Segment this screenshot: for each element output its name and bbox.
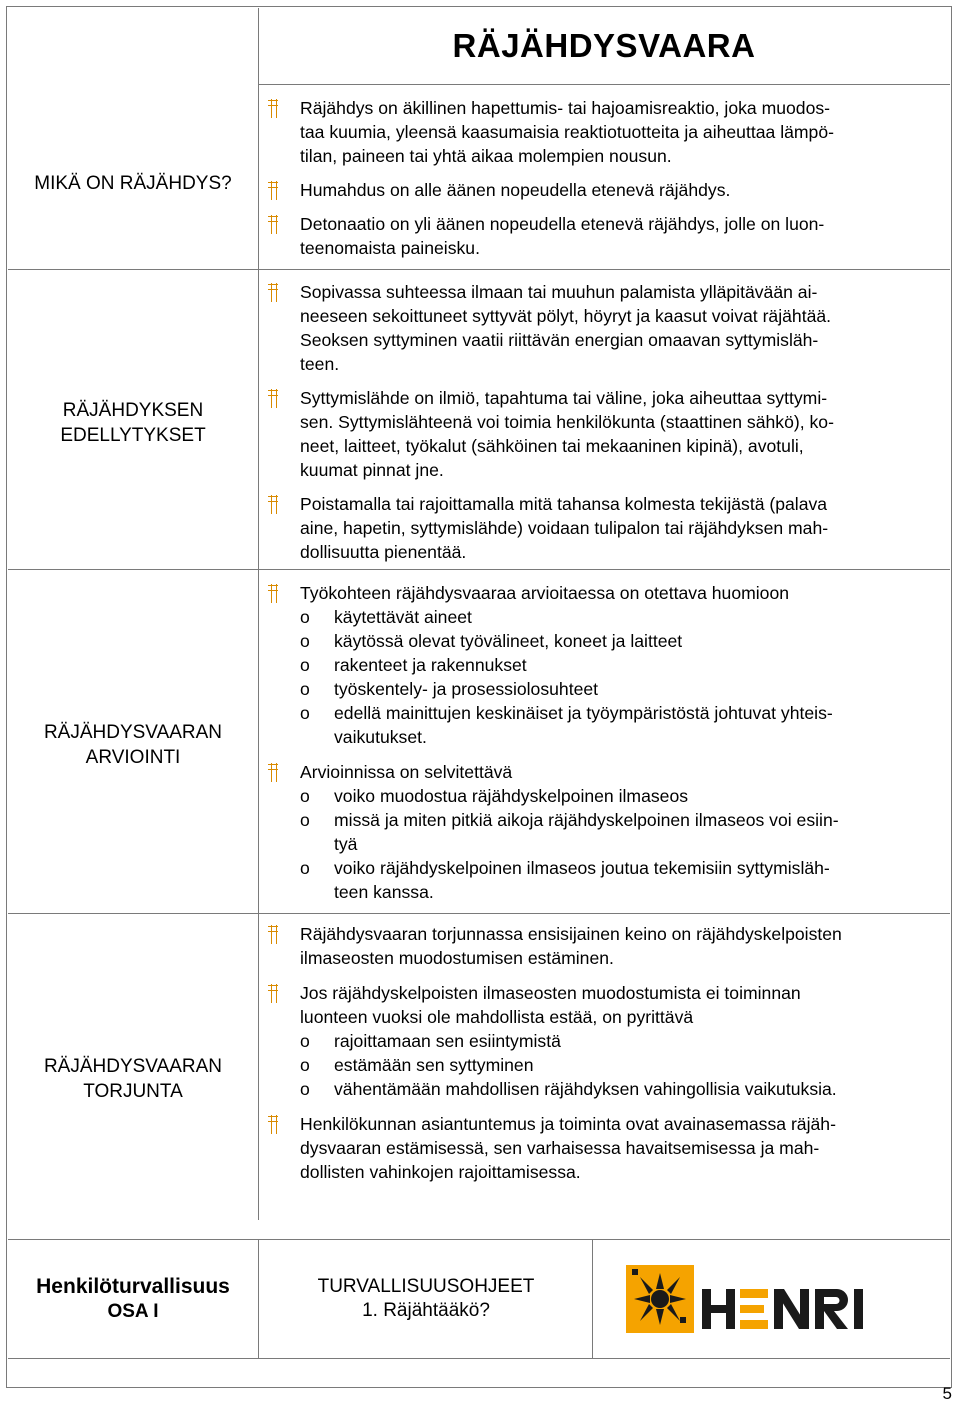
- text-line: Syttymislähde on ilmiö, tapahtuma tai väline, joka aiheuttaa syttymi-: [300, 388, 828, 408]
- footer-org: Henkilöturvallisuus: [36, 1275, 230, 1298]
- text-line: Humahdus on alle äänen nopeudella etenevä räjähdys.: [300, 180, 731, 200]
- text-line: rakenteet ja rakennukset: [334, 655, 527, 675]
- text-line: vaikutukset.: [334, 727, 427, 747]
- section-label-line: EDELLYTYKSET: [60, 425, 206, 446]
- text-line: edellä mainittujen keskinäiset ja työympäristöstä johtuvat yhteis-: [334, 703, 833, 723]
- sub-bullet-icon: o: [300, 655, 310, 675]
- text-line: missä ja miten pitkiä aikoja räjähdyskelpoinen ilmaseos voi esiin-: [334, 810, 839, 830]
- henri-logo: [622, 1259, 922, 1339]
- text-line: estämään sen syttyminen: [334, 1055, 534, 1075]
- sub-bullet-icon: o: [300, 631, 310, 651]
- section-label-line: MIKÄ ON RÄJÄHDYS?: [34, 173, 232, 194]
- sub-bullet-icon: o: [300, 679, 310, 699]
- sub-list-item: [268, 1077, 952, 1101]
- bullet-icon: [268, 495, 280, 514]
- bullet-icon: [268, 925, 280, 944]
- text-line: tyä: [334, 834, 358, 854]
- footer-divider: [592, 1240, 593, 1358]
- bullet-item: [268, 1112, 952, 1184]
- text-line: kuumat pinnat jne.: [300, 460, 444, 480]
- sub-list-item: [268, 784, 948, 808]
- text-line: teen kanssa.: [334, 882, 434, 902]
- text-line: neeseen sekoittuneet syttyvät pölyt, höyryt ja kaasut voivat räjähtää.: [300, 306, 832, 326]
- text-line: rajoittamaan sen esiintymistä: [334, 1031, 561, 1051]
- text-line: Sopivassa suhteessa ilmaan tai muuhun palamista ylläpitävään ai-: [300, 282, 818, 302]
- explosion-hazard-icon: [626, 1265, 694, 1333]
- section-label-line: ARVIOINTI: [85, 747, 181, 768]
- text-line: aine, hapetin, syttymislähde) voidaan tulipalon tai räjähdyksen mah-: [300, 518, 829, 538]
- sub-bullet-icon: o: [300, 1055, 310, 1075]
- text-line: sen. Syttymislähteenä voi toimia henkilökunta (staattinen sähkö), ko-: [300, 412, 834, 432]
- text-line: Työkohteen räjähdysvaaraa arvioitaessa on otettava huomioon: [300, 583, 790, 603]
- sub-bullet-icon: o: [300, 703, 310, 723]
- sub-bullet-icon: o: [300, 1031, 310, 1051]
- text-line: taa kuumia, yleensä kaasumaisia reaktiotuotteita ja aiheuttaa lämpö-: [300, 122, 834, 142]
- text-line: tilan, paineen tai yhtä aikaa molempien nousun.: [300, 146, 672, 166]
- section-content-what-is: [268, 96, 948, 260]
- text-line: vähentämään mahdollisen räjähdyksen vahingollisia vaikutuksia.: [334, 1079, 837, 1099]
- text-line: Jos räjähdyskelpoisten ilmaseosten muodostumista ei toiminnan: [300, 983, 801, 1003]
- bullet-icon: [268, 1115, 280, 1134]
- page-title: RÄJÄHDYSVAARA: [452, 27, 756, 64]
- bullet-item: [268, 212, 948, 260]
- section-label-conditions: [8, 398, 258, 448]
- logo-letter-n: [774, 1289, 809, 1329]
- text-line: Seoksen syttyminen vaatii riittävän energian omaavan syttymisläh-: [300, 330, 819, 350]
- text-line: Räjähdys on äkillinen hapettumis- tai hajoamisreaktio, joka muodos-: [300, 98, 831, 118]
- sub-list-item: [268, 605, 948, 629]
- sub-list-item: [268, 856, 948, 904]
- footer-org-cell: [8, 1240, 258, 1358]
- sub-list-item: [268, 701, 948, 749]
- sub-list-item: [268, 1029, 952, 1053]
- text-line: ilmaseosten muodostumisen estäminen.: [300, 948, 614, 968]
- sub-list-item: [268, 629, 948, 653]
- bullet-icon: [268, 584, 280, 603]
- section-content-conditions: [268, 280, 948, 564]
- logo-letter-r: [815, 1289, 848, 1329]
- text-line: dysvaaran estämisessä, sen varhaisessa havaitsemisessa ja mah-: [300, 1138, 820, 1158]
- sub-list-item: [268, 1053, 952, 1077]
- section-separator: [8, 269, 950, 270]
- section-separator: [8, 569, 950, 570]
- text-line: dollisuutta pienentää.: [300, 542, 467, 562]
- bullet-item: [268, 96, 948, 168]
- text-line: käytettävät aineet: [334, 607, 472, 627]
- footer-series: TURVALLISUUSOHJEET: [317, 1276, 535, 1297]
- text-line: teenomaista paineisku.: [300, 238, 480, 258]
- sub-bullet-icon: o: [300, 810, 310, 830]
- footer-doc-cell: [260, 1240, 592, 1358]
- section-label-line: TORJUNTA: [83, 1081, 183, 1102]
- footer-part: OSA I: [107, 1301, 159, 1322]
- sub-bullet-icon: o: [300, 858, 310, 878]
- footer: [8, 1239, 950, 1359]
- text-line: Arvioinnissa on selvitettävä: [300, 762, 513, 782]
- text-line: työskentely- ja prosessiolosuhteet: [334, 679, 599, 699]
- text-line: käytössä olevat työvälineet, koneet ja laitteet: [334, 631, 683, 651]
- sub-bullet-icon: o: [300, 1079, 310, 1099]
- text-line: Räjähdysvaaran torjunnassa ensisijainen keino on räjähdyskelpoisten: [300, 924, 842, 944]
- bullet-icon: [268, 984, 280, 1003]
- section-label-assessment: [8, 720, 258, 770]
- text-line: dollisten vahinkojen rajoittamisessa.: [300, 1162, 581, 1182]
- sub-list-item: [268, 677, 948, 701]
- sub-list-item: [268, 653, 948, 677]
- text-line: voiko räjähdyskelpoinen ilmaseos joutua tekemisiin syttymisläh-: [334, 858, 830, 878]
- section-content-assessment: [268, 581, 948, 904]
- footer-doc-title: 1. Räjähtääkö?: [362, 1300, 490, 1321]
- bullet-icon: [268, 215, 280, 234]
- column-divider: [258, 8, 259, 1220]
- sub-list-item: [268, 808, 948, 856]
- bullet-item: [268, 386, 948, 482]
- bullet-item: [268, 760, 948, 784]
- text-line: Detonaatio on yli äänen nopeudella etenevä räjähdys, jolle on luon-: [300, 214, 825, 234]
- bullet-item: [268, 280, 948, 376]
- text-line: Henkilökunnan asiantuntemus ja toiminta ovat avainasemassa räjäh-: [300, 1114, 836, 1134]
- bullet-icon: [268, 763, 280, 782]
- bullet-icon: [268, 99, 280, 118]
- sub-bullet-icon: o: [300, 607, 310, 627]
- page-number: 5: [942, 1384, 952, 1403]
- bullet-item: [268, 178, 948, 202]
- bullet-icon: [268, 283, 280, 302]
- bullet-icon: [268, 181, 280, 200]
- text-line: voiko muodostua räjähdyskelpoinen ilmaseos: [334, 786, 689, 806]
- bullet-item: [268, 581, 948, 605]
- title-row: [258, 8, 950, 85]
- section-label-what-is: [10, 171, 256, 196]
- bullet-icon: [268, 389, 280, 408]
- text-line: Poistamalla tai rajoittamalla mitä tahansa kolmesta tekijästä (palava: [300, 494, 828, 514]
- bullet-item: [268, 922, 952, 970]
- footer-logo-cell: [594, 1240, 950, 1358]
- sub-bullet-icon: o: [300, 786, 310, 806]
- bullet-item: [268, 492, 948, 564]
- section-label-line: RÄJÄHDYSVAARAN: [43, 1056, 223, 1077]
- logo-letter-e: [740, 1289, 768, 1329]
- logo-letter-h: [702, 1289, 735, 1329]
- section-label-line: RÄJÄHDYKSEN: [62, 400, 204, 421]
- logo-letter-i: [854, 1289, 863, 1329]
- text-line: luonteen vuoksi ole mahdollista estää, on pyrittävä: [300, 1007, 694, 1027]
- section-label-prevention: [8, 1054, 258, 1104]
- text-line: teen.: [300, 354, 340, 374]
- footer-divider: [258, 1240, 259, 1358]
- section-content-prevention: [268, 922, 952, 1184]
- bullet-item: [268, 981, 952, 1029]
- text-line: neet, laitteet, työkalut (sähköinen tai mekaaninen kipinä), avotuli,: [300, 436, 804, 456]
- section-label-line: RÄJÄHDYSVAARAN: [43, 722, 223, 743]
- section-separator: [8, 913, 950, 914]
